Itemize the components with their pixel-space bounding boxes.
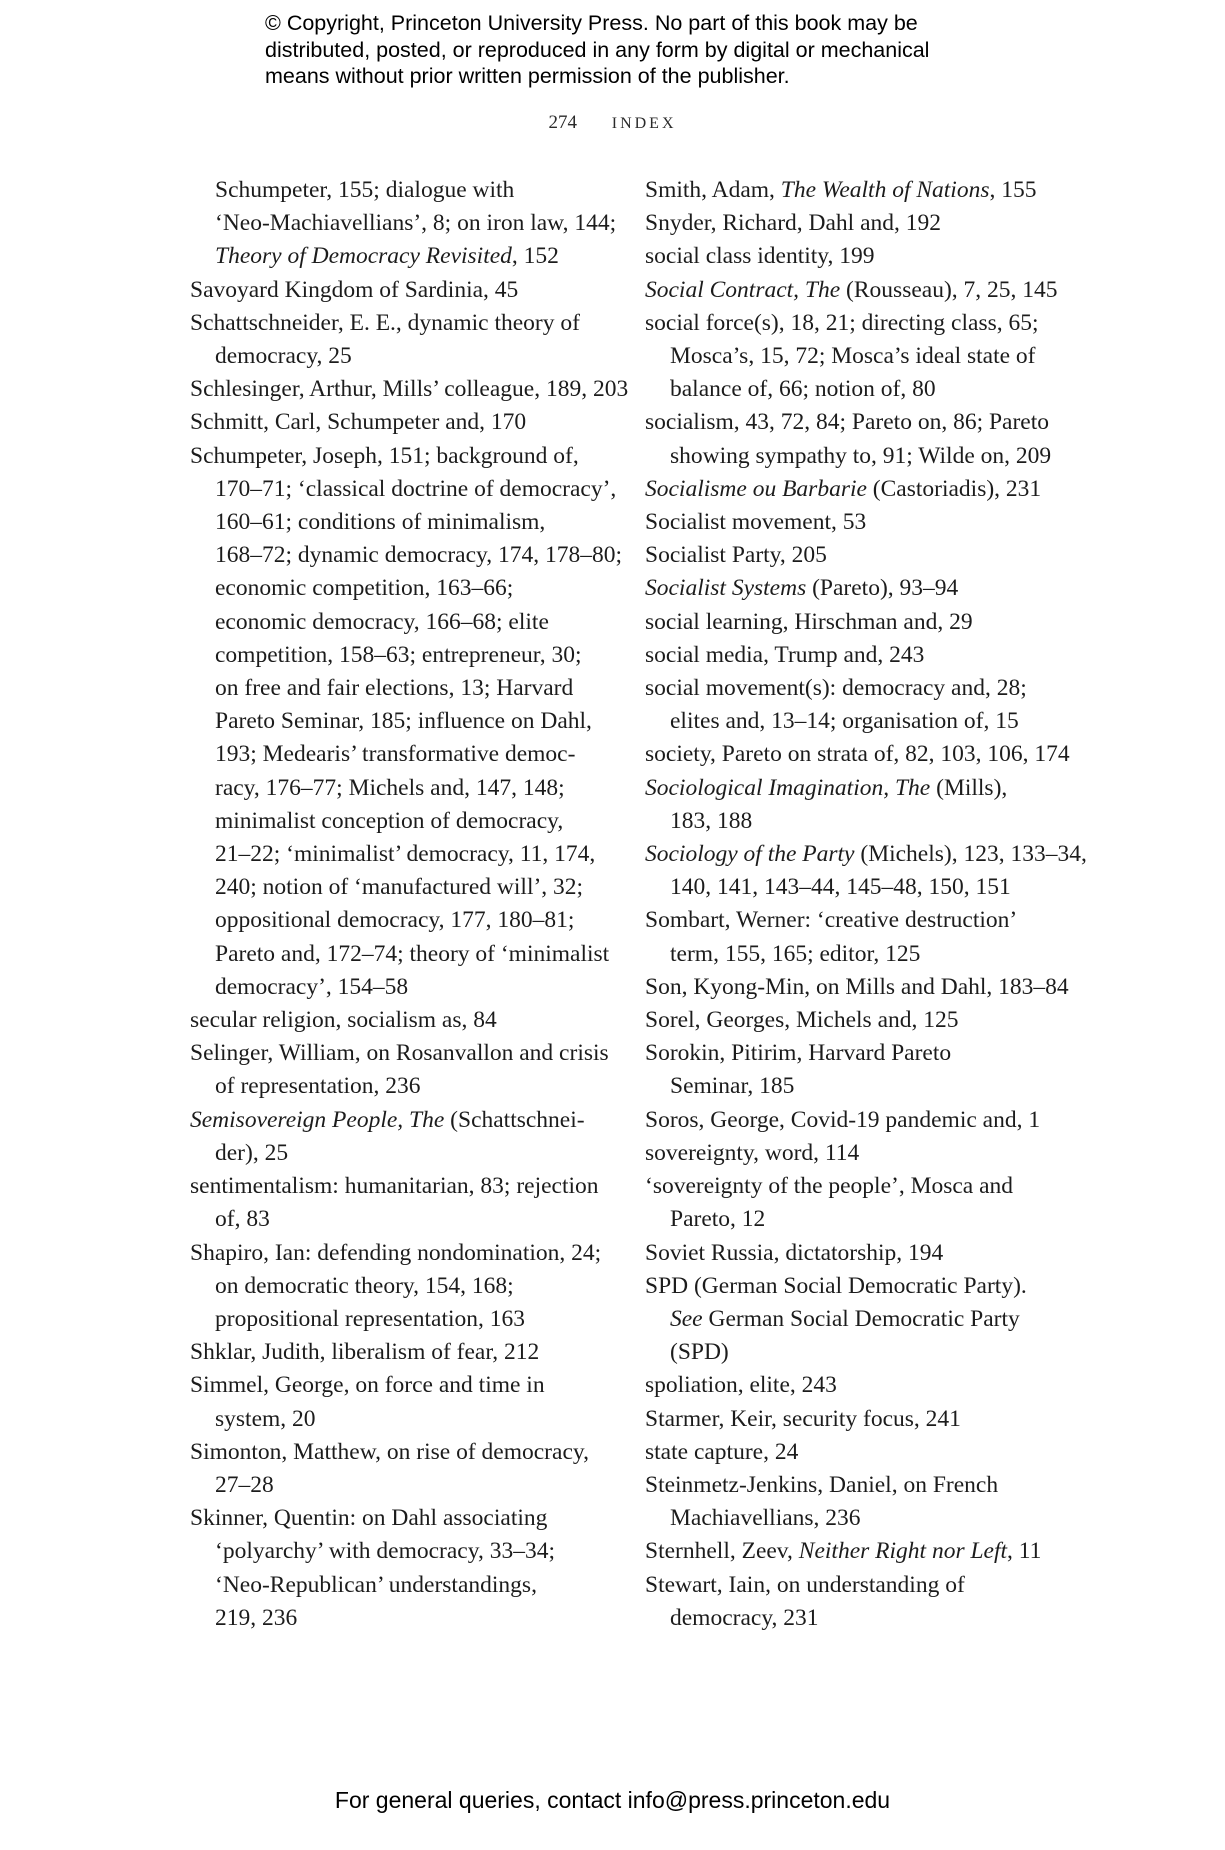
index-entry-line: Son, Kyong-Min, on Mills and Dahl, 183–84 [645, 973, 1069, 1000]
index-entry-line: Machiavellians, 236 [670, 1505, 861, 1532]
index-column-right [645, 174, 1085, 1635]
index-entry-line: Schumpeter, Joseph, 151; background of, [190, 442, 579, 469]
index-entry-line: Socialist movement, 53 [645, 509, 867, 536]
index-entry-line: Social Contract, The (Rousseau), 7, 25, 145 [645, 276, 1058, 303]
index-entry-line: Semisovereign People, The (Schattschnei- [190, 1106, 585, 1133]
index-entry-line: Schattschneider, E. E., dynamic theory of [190, 309, 580, 336]
index-entry-line: showing sympathy to, 91; Wilde on, 209 [670, 442, 1052, 469]
index-entry-line: Schmitt, Carl, Schumpeter and, 170 [190, 409, 527, 436]
index-entry-line: Sociology of the Party (Michels), 123, 133–34, [645, 841, 1087, 868]
index-entry [645, 1469, 1085, 1535]
index-entry-line: 27–28 [215, 1471, 274, 1498]
index-entry-line: 170–71; ‘classical doctrine of democracy’, [215, 475, 617, 502]
index-entry [645, 772, 1085, 838]
index-entry-line: 240; notion of ‘manufactured will’, 32; [215, 874, 584, 901]
index-entry-line: Socialisme ou Barbarie (Castoriadis), 231 [645, 475, 1042, 502]
index-entry-line: Starmer, Keir, security focus, 241 [645, 1405, 961, 1432]
index-entry-line: Simmel, George, on force and time in [190, 1372, 545, 1399]
index-entry [645, 1569, 1085, 1635]
index-entry-line: Seminar, 185 [670, 1073, 795, 1100]
index-entry-line: Simonton, Matthew, on rise of democracy, [190, 1438, 589, 1465]
index-entry-line: socialism, 43, 72, 84; Pareto on, 86; Pareto [645, 409, 1050, 436]
index-entry-line: Pareto Seminar, 185; influence on Dahl, [215, 708, 592, 735]
index-entry [645, 1403, 1085, 1436]
index-entry-line: Steinmetz-Jenkins, Daniel, on French [645, 1471, 999, 1498]
index-entry [190, 1436, 610, 1502]
index-entry-line: social movement(s): democracy and, 28; [645, 675, 1027, 702]
index-entry-line: Sorokin, Pitirim, Harvard Pareto [645, 1040, 952, 1067]
index-entry-line: democracy, 25 [215, 343, 352, 370]
index-entry-line: ‘sovereignty of the people’, Mosca and [645, 1173, 1014, 1200]
index-entry-line: Soros, George, Covid-19 pandemic and, 1 [645, 1106, 1041, 1133]
index-entry-line: 168–72; dynamic democracy, 174, 178–80; [215, 542, 623, 569]
index-entry [645, 539, 1085, 572]
index-entry-line: See German Social Democratic Party [670, 1305, 1020, 1332]
index-entry-line: Socialist Systems (Pareto), 93–94 [645, 575, 959, 602]
index-entry [190, 1170, 610, 1236]
index-entry [645, 274, 1085, 307]
index-entry-line: sentimentalism: humanitarian, 83; rejection [190, 1173, 599, 1200]
index-entry-line: of representation, 236 [215, 1073, 421, 1100]
index-entry-line: 160–61; conditions of minimalism, [215, 509, 546, 536]
index-entry-line: competition, 158–63; entrepreneur, 30; [215, 641, 582, 668]
index-entry [190, 1336, 610, 1369]
index-entry-line: social force(s), 18, 21; directing class, 65; [645, 309, 1039, 336]
index-entry [190, 1237, 610, 1337]
page-number: 274 [548, 112, 577, 133]
index-entry-line: of, 83 [215, 1206, 270, 1233]
index-entry-line: Sternhell, Zeev, Neither Right nor Left, 11 [645, 1538, 1042, 1565]
index-entry [645, 1369, 1085, 1402]
index-entry [645, 1004, 1085, 1037]
index-entry-line: sovereignty, word, 114 [645, 1139, 860, 1166]
index-entry-line: Pareto and, 172–74; theory of ‘minimalist [215, 940, 610, 967]
index-entry [645, 506, 1085, 539]
index-entry-line: Shapiro, Ian: defending nondomination, 24; [190, 1239, 602, 1266]
index-entry-line: social learning, Hirschman and, 29 [645, 608, 973, 635]
index-entry-line: (SPD) [670, 1339, 729, 1366]
index-entry [190, 274, 610, 307]
index-entry [645, 1535, 1085, 1568]
index-entry-line: Sorel, Georges, Michels and, 125 [645, 1007, 959, 1034]
index-entry [645, 174, 1085, 207]
index-entry-line: spoliation, elite, 243 [645, 1372, 837, 1399]
index-entry-line: Savoyard Kingdom of Sardinia, 45 [190, 276, 519, 303]
running-head [0, 112, 1225, 134]
index-entry-line: ‘polyarchy’ with democracy, 33–34; [215, 1538, 555, 1565]
index-entry-line: on democratic theory, 154, 168; [215, 1272, 514, 1299]
index-entry-line: minimalist conception of democracy, [215, 807, 564, 834]
index-entry-line: Pareto, 12 [670, 1206, 766, 1233]
index-entry-line: Snyder, Richard, Dahl and, 192 [645, 210, 942, 237]
index-entry-line: Sociological Imagination, The (Mills), [645, 774, 1008, 801]
index-entry-line: der), 25 [215, 1139, 289, 1166]
index-entry [190, 1502, 610, 1635]
index-entry-line: system, 20 [215, 1405, 316, 1432]
index-entry [645, 738, 1085, 771]
index-entry [645, 1436, 1085, 1469]
index-entry [645, 207, 1085, 240]
index-entry-line: Shklar, Judith, liberalism of fear, 212 [190, 1339, 540, 1366]
index-entry-line: Schlesinger, Arthur, Mills’ colleague, 189, 203 [190, 376, 629, 403]
copyright-line: means without prior written permission of the publisher. [265, 64, 790, 88]
index-entry-line: Sombart, Werner: ‘creative destruction’ [645, 907, 1018, 934]
index-entry [645, 672, 1085, 738]
index-entry [645, 639, 1085, 672]
index-entry-line: term, 155, 165; editor, 125 [670, 940, 921, 967]
index-entry [190, 1369, 610, 1435]
index-entry-line: democracy’, 154–58 [215, 973, 409, 1000]
index-entry-line: on free and fair elections, 13; Harvard [215, 675, 574, 702]
index-entry [190, 1004, 610, 1037]
index-entry-line: 140, 141, 143–44, 145–48, 150, 151 [670, 874, 1011, 901]
index-entry-line: propositional representation, 163 [215, 1305, 525, 1332]
index-entry [645, 473, 1085, 506]
index-entry-line: Stewart, Iain, on understanding of [645, 1571, 965, 1598]
index-entry-line: Theory of Democracy Revisited, 152 [215, 243, 559, 270]
index-entry-line: economic democracy, 166–68; elite [215, 608, 549, 635]
index-entry-line: social class identity, 199 [645, 243, 875, 270]
index-entry-line: Socialist Party, 205 [645, 542, 827, 569]
index-entry [645, 1237, 1085, 1270]
index-entry [645, 1270, 1085, 1370]
index-entry-line: Skinner, Quentin: on Dahl associating [190, 1505, 548, 1532]
index-entry [645, 1104, 1085, 1137]
copyright-line: distributed, posted, or reproduced in any form by digital or mechanical [265, 37, 930, 62]
index-entry-line: social media, Trump and, 243 [645, 641, 925, 668]
copyright-line: © Copyright, Princeton University Press. No part of this book may be [265, 11, 918, 35]
footer-contact: For general queries, contact info@press.princeton.edu [334, 1787, 891, 1813]
index-entry [190, 174, 617, 274]
index-entry [645, 1037, 1085, 1103]
index-entry-line: 21–22; ‘minimalist’ democracy, 11, 174, [215, 841, 596, 868]
index-entry-line: SPD (German Social Democratic Party). [645, 1272, 1027, 1299]
index-entry [645, 606, 1085, 639]
index-entry [190, 1037, 610, 1103]
index-entry-line: secular religion, socialism as, 84 [190, 1007, 497, 1034]
index-entry [645, 572, 1085, 605]
index-entry [645, 1137, 1085, 1170]
index-entry [190, 406, 610, 439]
index-entry [645, 406, 1085, 472]
index-entry-line: 193; Medearis’ transformative democ- [215, 741, 576, 768]
index-entry-line: 219, 236 [215, 1604, 298, 1631]
index-entry-line: Selinger, William, on Rosanvallon and crisis [190, 1040, 609, 1067]
index-entry-line: 183, 188 [670, 807, 753, 834]
index-entry-line: balance of, 66; notion of, 80 [670, 376, 936, 403]
index-entry [645, 1170, 1085, 1236]
index-entry-line: Schumpeter, 155; dialogue with [215, 177, 515, 203]
index-entry [645, 307, 1085, 407]
index-column-left [190, 174, 629, 1635]
index-entry [190, 440, 623, 1004]
index-entry [190, 373, 629, 406]
index-entry-line: economic competition, 163–66; [215, 575, 514, 602]
index-entry-line: state capture, 24 [645, 1438, 799, 1465]
index-entry-line: ‘Neo-Machiavellians’, 8; on iron law, 144; [215, 210, 617, 237]
index-entry-line: Soviet Russia, dictatorship, 194 [645, 1239, 944, 1266]
index-entry [190, 1104, 610, 1170]
section-title: INDEX [611, 115, 677, 132]
index-entry [645, 838, 1085, 904]
index-entry-line: oppositional democracy, 177, 180–81; [215, 907, 575, 934]
index-entry-line: Mosca’s, 15, 72; Mosca’s ideal state of [670, 343, 1036, 370]
index-entry [645, 904, 1085, 970]
index-entry-line: ‘Neo-Republican’ understandings, [215, 1571, 537, 1598]
index-entry-line: elites and, 13–14; organisation of, 15 [670, 708, 1019, 735]
index-entry [645, 971, 1085, 1004]
index-entry [190, 307, 610, 373]
index-entry-line: society, Pareto on strata of, 82, 103, 106, 174 [645, 741, 1070, 768]
index-entry-line: racy, 176–77; Michels and, 147, 148; [215, 774, 565, 801]
copyright-notice [265, 10, 1025, 90]
index-entry-line: democracy, 231 [670, 1604, 819, 1631]
index-entry-line: Smith, Adam, The Wealth of Nations, 155 [645, 177, 1037, 203]
index-entry [645, 240, 1085, 273]
